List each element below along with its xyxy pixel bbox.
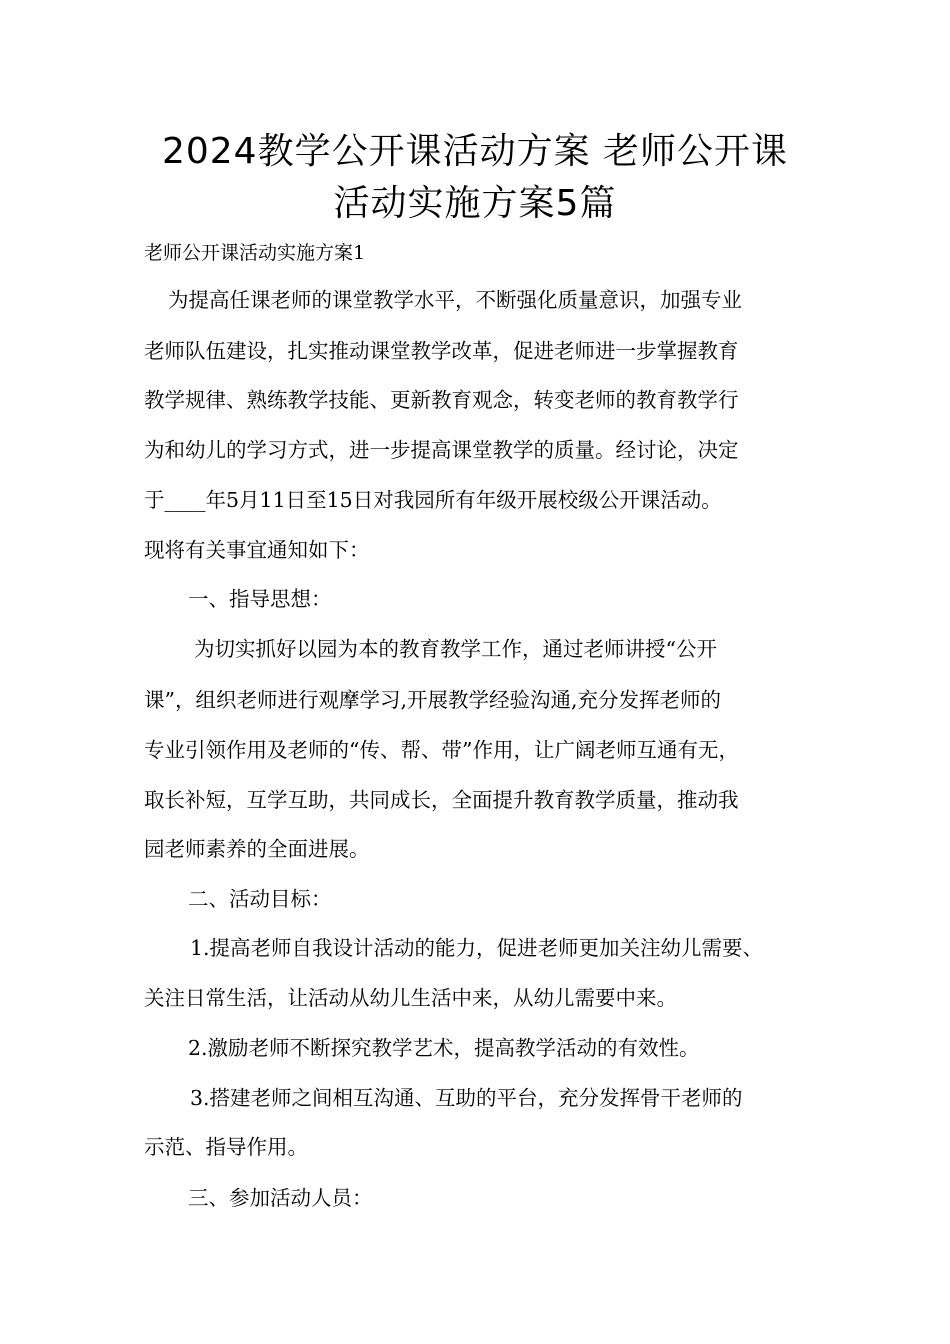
paragraph-line: 园老师素养的全面进展。 — [144, 837, 370, 861]
paragraph-line: 老师队伍建设，扎实推动课堂教学改革，促进老师进一步掌握教育 — [144, 339, 739, 363]
paragraph-line: 教学规律、熟练教学技能、更新教育观念，转变老师的教育教学行 — [144, 388, 739, 412]
document-title — [80, 126, 870, 230]
section-heading: 一、指导思想： — [188, 587, 332, 611]
section-subtitle: 老师公开课活动实施方案1 — [144, 242, 366, 264]
list-item: 2.激励老师不断探究教学艺术，提高教学活动的有效性。 — [188, 1036, 700, 1060]
list-item: 3.搭建老师之间相互沟通、互助的平台，充分发挥骨干老师的 — [190, 1086, 743, 1110]
title-line-2: 活动实施方案5篇 — [333, 183, 617, 224]
title-line-1: 2024教学公开课活动方案 老师公开课 — [161, 131, 789, 172]
paragraph-line: 现将有关事宜通知如下： — [144, 538, 370, 562]
list-item-continuation: 关注日常生活，让活动从幼儿生活中来，从幼儿需要中来。 — [144, 986, 677, 1010]
list-item-continuation: 示范、指导作用。 — [144, 1135, 308, 1159]
section-heading: 三、参加活动人员： — [188, 1186, 373, 1210]
section-heading: 二、活动目标： — [188, 887, 332, 911]
paragraph-line: 为切实抓好以园为本的教育教学工作，通过老师讲授“公开 — [194, 637, 717, 661]
paragraph-line: 为和幼儿的学习方式，进一步提高课堂教学的质量。经讨论，决定 — [144, 438, 739, 462]
paragraph-line: 于____年5月11日至15日对我园所有年级开展校级公开课活动。 — [144, 488, 722, 512]
paragraph-line: 为提高任课老师的课堂教学水平，不断强化质量意识，加强专业 — [168, 288, 742, 312]
paragraph-line: 取长补短，互学互助，共同成长，全面提升教育教学质量，推动我 — [144, 788, 739, 812]
paragraph-line: 专业引领作用及老师的“传、帮、带”作用，让广阔老师互通有无， — [144, 738, 739, 762]
list-item: 1.提高老师自我设计活动的能力，促进老师更加关注幼儿需要、 — [190, 936, 764, 960]
paragraph-line: 课”，组织老师进行观摩学习,开展教学经验沟通,充分发挥老师的 — [144, 688, 722, 712]
